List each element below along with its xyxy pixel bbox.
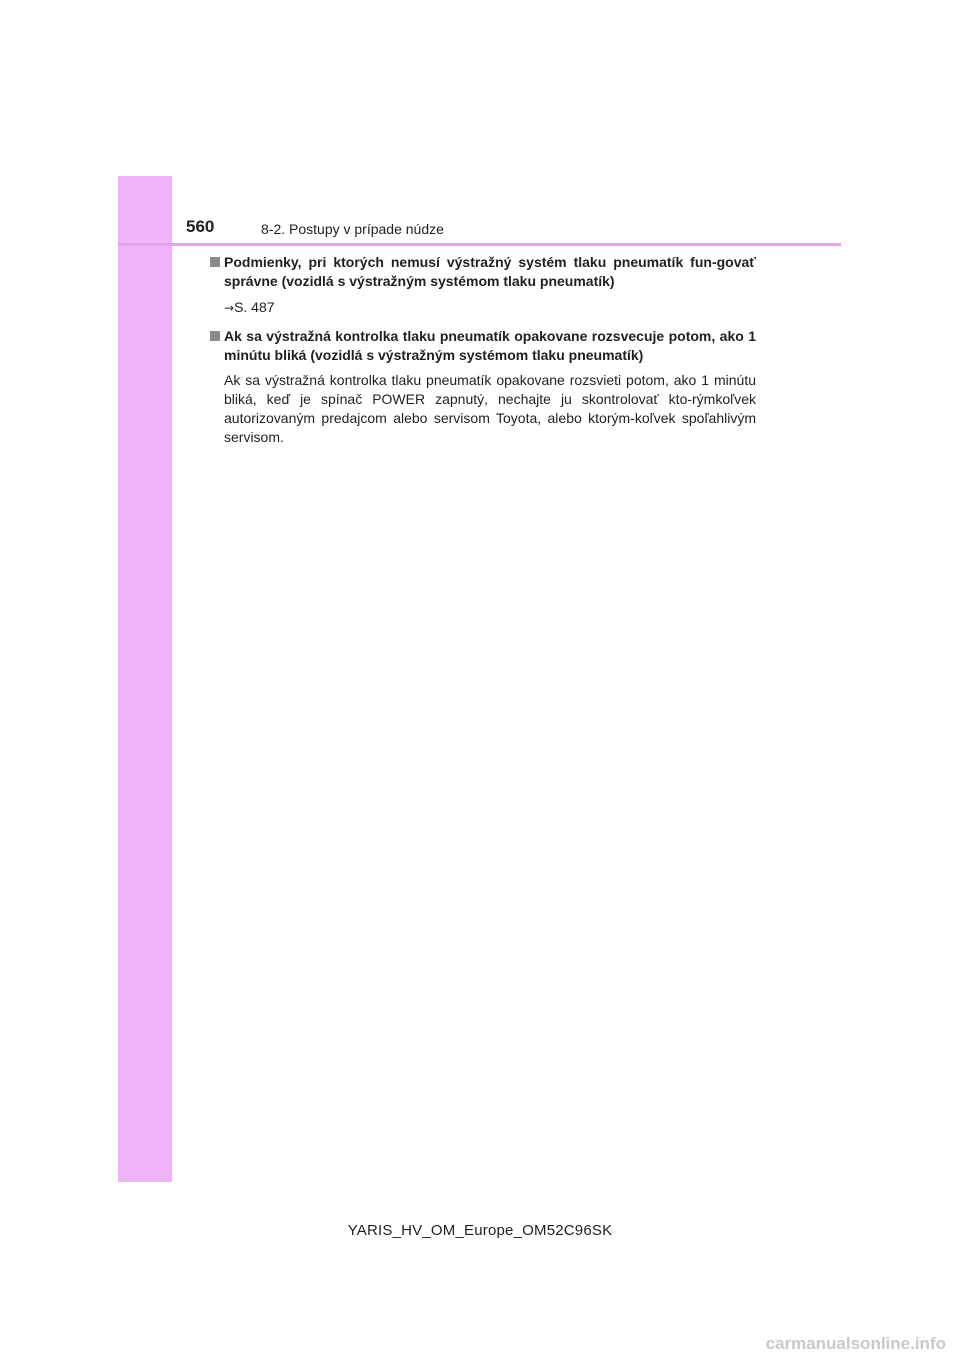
square-bullet-icon <box>210 331 220 341</box>
section-title: 8-2. Postupy v prípade núdze <box>261 221 444 237</box>
page-reference-text: S. 487 <box>234 299 275 315</box>
entry-tpms-warning-light <box>210 327 756 447</box>
entry-heading <box>210 327 756 365</box>
document-code: YARIS_HV_OM_Europe_OM52C96SK <box>347 1222 613 1239</box>
page-content <box>210 253 756 456</box>
header-rule <box>118 243 841 246</box>
entry-title: Podmienky, pri ktorých nemusí výstražný systém tlaku pneumatík fun-govať správne (vozidlá s výstražným systémom tlaku pneumatík) <box>224 254 756 289</box>
entry-title: Ak sa výstražná kontrolka tlaku pneumatík opakovane rozsvecuje potom, ako 1 minútu bliká (vozidlá s výstražným systémom tlaku pneumatík) <box>224 328 756 363</box>
entry-tpms-conditions <box>210 253 756 318</box>
watermark: carmanualsonline.info <box>765 1334 946 1353</box>
entry-heading <box>210 253 756 291</box>
page-number: 560 <box>186 217 215 236</box>
chapter-side-band <box>118 176 172 1182</box>
entry-body: Ak sa výstražná kontrolka tlaku pneumatík opakovane rozsvieti potom, ako 1 minútu bliká, keď je spínač POWER zapnutý, nechajte ju skontrolovať kto-rýmkoľvek autorizovaným predajcom alebo servisom Toyota, alebo ktorým-koľvek spoľahlivým servisom. <box>224 372 756 445</box>
page-reference <box>224 298 756 318</box>
square-bullet-icon <box>210 257 220 267</box>
arrow-right-icon: → <box>224 301 235 315</box>
